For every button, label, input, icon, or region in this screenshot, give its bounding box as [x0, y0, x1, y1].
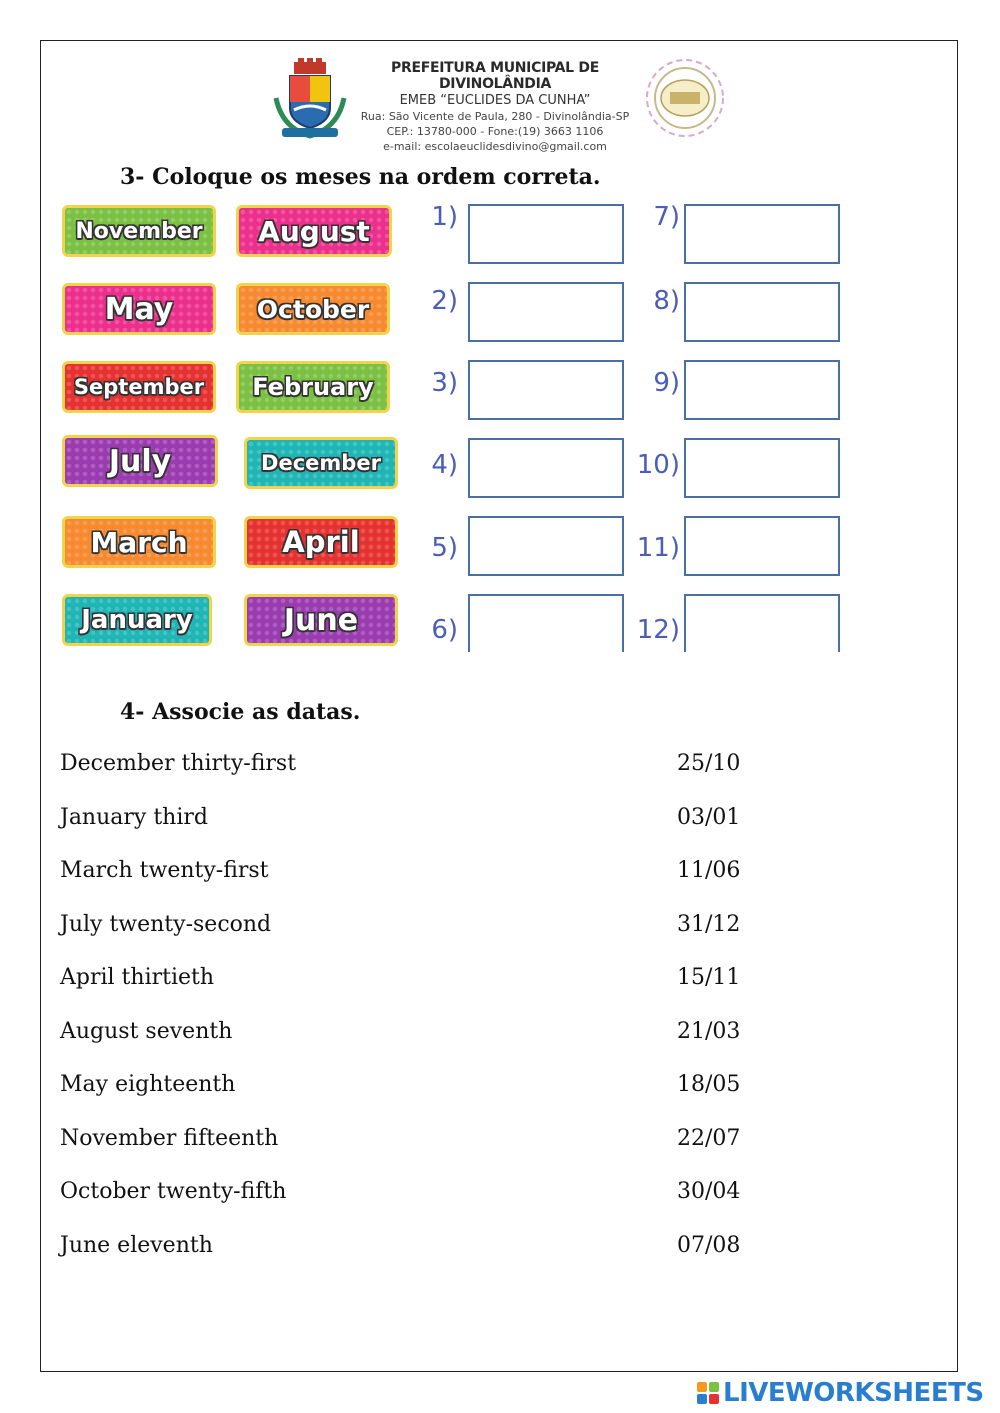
school-phone: CEP.: 13780-000 - Fone:(19) 3663 1106 [386, 125, 604, 138]
month-card-march[interactable]: March [62, 516, 216, 568]
school-name: EMEB “EUCLIDES DA CUNHA” [399, 93, 591, 108]
answer-slot-8[interactable] [684, 282, 840, 342]
answer-slot-9[interactable] [684, 360, 840, 420]
date-phrase: November fifteenth [60, 1126, 279, 1151]
answer-slot-12[interactable] [684, 594, 840, 652]
answer-slot-4[interactable] [468, 438, 624, 498]
slot-label: 12) [636, 615, 680, 645]
date-phrase: December thirty-first [60, 751, 297, 776]
month-card-november[interactable]: November [62, 205, 216, 257]
slot-label: 10) [636, 450, 680, 480]
month-card-may[interactable]: May [62, 283, 216, 335]
date-number[interactable]: 03/01 [677, 805, 741, 830]
date-number[interactable]: 18/05 [677, 1072, 741, 1097]
exercise-3-title: 3- Coloque os meses na ordem correta. [120, 164, 601, 190]
date-number[interactable]: 22/07 [677, 1126, 741, 1151]
answer-slot-6[interactable] [468, 594, 624, 652]
date-phrase: August seventh [60, 1019, 233, 1044]
month-card-july[interactable]: July [62, 435, 218, 487]
date-phrase: March twenty-first [60, 858, 269, 883]
exercise-4-title: 4- Associe as datas. [120, 699, 361, 725]
answer-slot-2[interactable] [468, 282, 624, 342]
date-number[interactable]: 15/11 [677, 965, 741, 990]
liveworksheets-mark-icon [697, 1382, 719, 1404]
municipality-name: PREFEITURA MUNICIPAL DE DIVINOLÂNDIA [391, 60, 599, 92]
date-phrase: July twenty-second [60, 912, 272, 937]
date-number[interactable]: 21/03 [677, 1019, 741, 1044]
slot-label: 3) [431, 368, 458, 398]
month-card-january[interactable]: January [62, 594, 212, 646]
slot-label: 11) [636, 533, 680, 563]
date-phrase: May eighteenth [60, 1072, 236, 1097]
school-header [350, 60, 640, 153]
answer-slot-3[interactable] [468, 360, 624, 420]
answer-slot-7[interactable] [684, 204, 840, 264]
school-address: Rua: São Vicente de Paula, 280 - Divinolândia-SP [360, 110, 630, 123]
date-number[interactable]: 31/12 [677, 912, 741, 937]
slot-label: 8) [653, 286, 680, 316]
slot-label: 7) [653, 202, 680, 232]
slot-label: 2) [431, 286, 458, 316]
date-phrase: June eleventh [60, 1233, 213, 1258]
date-phrase: April thirtieth [60, 965, 215, 990]
month-card-december[interactable]: December [244, 437, 398, 489]
date-number[interactable]: 07/08 [677, 1233, 741, 1258]
liveworksheets-logo [697, 1378, 984, 1408]
month-card-august[interactable]: August [236, 205, 392, 257]
month-card-april[interactable]: April [244, 516, 398, 568]
date-phrase: January third [60, 805, 208, 830]
answer-slot-5[interactable] [468, 516, 624, 576]
school-email: e-mail: escolaeuclidesdivino@gmail.com [383, 140, 607, 153]
slot-label: 4) [431, 450, 458, 480]
municipal-crest-icon [272, 58, 348, 140]
date-number[interactable]: 30/04 [677, 1179, 741, 1204]
answer-slot-11[interactable] [684, 516, 840, 576]
month-card-february[interactable]: February [236, 361, 390, 413]
school-seal-icon [640, 56, 730, 140]
date-number[interactable]: 11/06 [677, 858, 741, 883]
month-card-september[interactable]: September [62, 361, 216, 413]
answer-slot-1[interactable] [468, 204, 624, 264]
date-phrase: October twenty-fifth [60, 1179, 287, 1204]
slot-label: 9) [653, 368, 680, 398]
month-card-june[interactable]: June [244, 594, 398, 646]
liveworksheets-brand: LIVEWORKSHEETS [723, 1378, 984, 1408]
month-card-october[interactable]: October [236, 283, 390, 335]
slot-label: 1) [431, 202, 458, 232]
date-number[interactable]: 25/10 [677, 751, 741, 776]
answer-slot-10[interactable] [684, 438, 840, 498]
slot-label: 5) [431, 533, 458, 563]
slot-label: 6) [431, 615, 458, 645]
